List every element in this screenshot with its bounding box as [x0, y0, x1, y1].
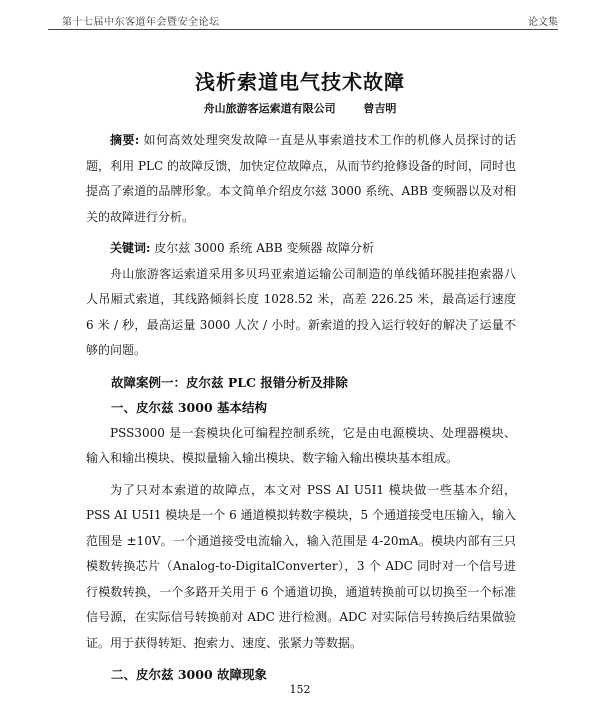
body-text: [86, 128, 516, 688]
section1-paragraph-2: 为了只对本索道的故障点，本文对 PSS AI U5I1 模块做一些基本介绍，PSS AI U5I1 模块是一个 6 通道模拟转数字模块，5 个通道接受电压输入，输入范围是 ±10V。一个通道接受电流输入，输入范围是 4-20mA。模块内部有三只模数转换芯片（Analog-to-DigitalConverter），3 个 ADC 同时对一个信号进行模数转换，一个多路开关用于 6 个通道切换，通道转换前可以切换至一个标准信号源，在实际信号转换前对 ADC 进行检测。ADC 对实际信号转换后结果做验证。用于获得转矩、抱索力、速度、张紧力等数据。: [86, 482, 516, 650]
affiliation: 舟山旅游客运索道有限公司: [203, 102, 336, 115]
author: 曾吉明: [363, 102, 397, 115]
page-number: 152: [289, 683, 311, 696]
byline: [0, 100, 600, 116]
section2-heading: 二、皮尔兹 3000 故障现象: [111, 667, 267, 682]
abstract-label: 摘要:: [110, 133, 140, 147]
paper-title: 浅析索道电气技术故障: [195, 70, 405, 94]
keywords-label: 关键词:: [110, 241, 151, 255]
abstract-text: 如何高效处理突发故障一直是从事索道技术工作的机修人员探讨的话题，利用 PLC 的故障反馈，加快定位故障点，从而节约抢修设备的时间，同时也提高了索道的品牌形象。本文简单介绍皮尔兹 3000 系统、ABB 变频器以及对相关的故障进行分析。: [86, 133, 516, 224]
keywords: [86, 236, 516, 262]
keywords-text: 皮尔兹 3000 系统 ABB 变频器 故障分析: [154, 241, 375, 255]
section1-heading: 一、皮尔兹 3000 基本结构: [111, 400, 267, 415]
journal-name: 第十七届中东客道年会暨安全论坛: [62, 17, 220, 28]
intro-paragraph: 舟山旅游客运索道采用多贝玛亚索道运输公司制造的单线循环脱挂抱索器八人吊厢式索道，其线路倾斜长度 1028.52 米，高差 226.25 米，最高运行速度 6 米 / 秒，最高运量 3000 人次 / 小时。新索道的投入运行较好的解决了运量不够的问题。: [86, 266, 516, 357]
running-header: [48, 9, 558, 30]
section1-paragraph-1: PSS3000 是一套模块化可编程控制系统，它是由电源模块、处理器模块、输入和输出模块、模拟量输入输出模块、数字输入输出模块基本组成。: [86, 425, 516, 465]
section-name: 论文集: [528, 17, 558, 28]
abstract: [86, 128, 516, 230]
case-heading: 故障案例一：皮尔兹 PLC 报错分析及排除: [111, 374, 348, 390]
